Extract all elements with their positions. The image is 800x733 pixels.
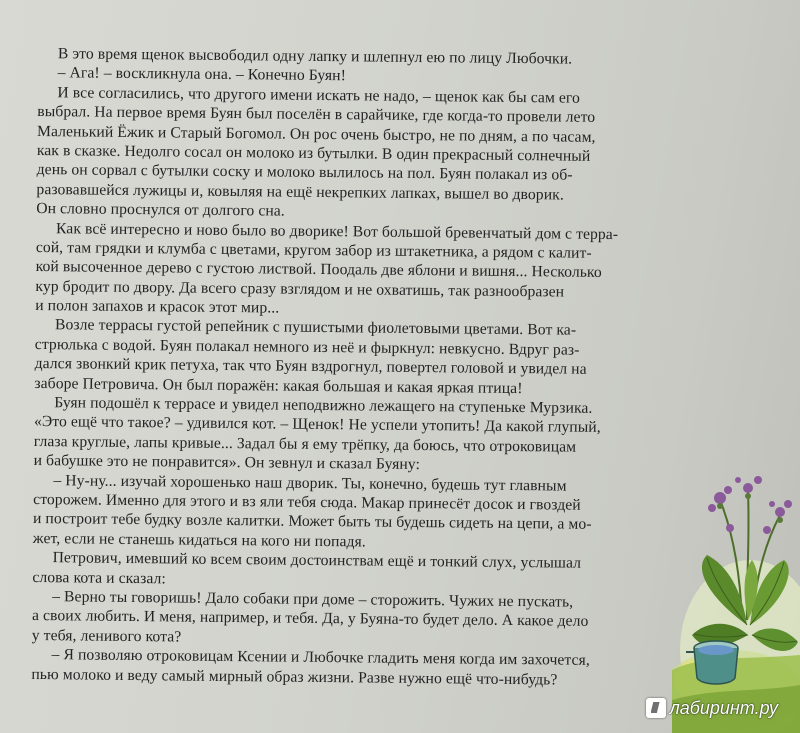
text-line: слова кота и сказал: — [32, 568, 166, 587]
labirint-watermark — [646, 697, 778, 719]
text-line: жет, если не станешь кидаться на кого ни попадя. — [32, 529, 366, 551]
burdock-plant-illustration — [669, 420, 800, 733]
text-line: Как всё интересно и ново было во дворике! Вот большой бревенчатый дом с терра- — [35, 219, 619, 243]
text-line: И все согласились, что другого имени искать не надо, – щенок как бы сам его — [37, 83, 581, 107]
text-line: глаза круглые, лапы кривые... Задал бы я ему трёпку, да боюсь, что отроковицам — [33, 432, 577, 456]
text-line: у тебя, ленивого кота? — [31, 626, 182, 646]
text-line: и полон запахов и красок этот мир... — [35, 297, 280, 317]
text-line: кой высоченное дерево с густою листвой. Поодаль две яблони и вишня... Несколько — [35, 258, 602, 282]
text-line: выбрал. На первое время Буян был поселён в сарайчике, где когда-то провели лето — [37, 103, 596, 127]
text-line: – Ага! – воскликнула она. – Конечно Буян! — [37, 64, 347, 85]
labirint-logo-icon — [646, 698, 666, 718]
text-line: – Ну-ну... изучай хорошенько наш дворик. Ты, конечно, будешь тут главным — [33, 471, 567, 495]
text-line: – Верно ты говоришь! Дало собаки при доме – сторожить. Чужих не пускать, — [32, 587, 574, 611]
text-line: – Я позволяю отроковицам Ксении и Любочке гладить меня когда им захочется, — [31, 646, 590, 669]
text-line: Маленький Ёжик и Старый Богомол. Он рос очень быстро, не по дням, а по часам, — [36, 122, 596, 146]
text-line: пью молоко и веду самый мирный образ жизни. Разве нужно ещё что-нибудь? — [31, 665, 558, 688]
text-line: Петрович, имевший ко всем своим достоинствам ещё и тонкий слух, услышал — [32, 549, 582, 572]
text-line: В это время щенок высвободил одну лапку и шлепнул ею по лицу Любочки. — [37, 44, 573, 68]
text-line: заборе Петровича. Он был поражён: какая большая и какая яркая птица! — [34, 374, 523, 397]
text-line: сторожем. Именно для этого и вз яли тебя сюда. Макар принесёт досок и гвоздей — [33, 490, 581, 514]
text-line: и построит тебе будку возле калитки. Может быть ты будешь сидеть на цепи, а мо- — [32, 510, 592, 534]
text-line: стрюлька с водой. Буян полакал немного из неё и фыркнул: невкусно. Вдруг раз- — [34, 335, 580, 359]
text-line: и бабушке это не понравится». Он зевнул и сказал Буяну: — [33, 452, 421, 474]
text-line: как в сказке. Недолго сосал он молоко из бутылки. В один прекрасный солнечный — [36, 141, 591, 165]
watermark-text: лабиринт.ру — [669, 697, 778, 718]
text-line: дался звонкий крик петуха, так что Буян вздрогнул, повертел головой и увидел на — [34, 355, 587, 379]
text-line: Он словно проснулся от долгого сна. — [36, 200, 285, 220]
text-line: «Это ещё что такое? – удивился кот. – Щенок! Не успели утопить! Да какой глупый, — [33, 413, 601, 437]
text-line: сой, там грядки и клумба с цветами, кругом забор из штакетника, а рядом с калит- — [35, 238, 592, 262]
text-line: разовавшейся лужицы и, ковыляя на ещё некрепких лапках, вышел во дворик. — [36, 180, 564, 204]
text-line: день он сорвал с бутылки соску и молоко вылилось на пол. Буян полакал из об- — [36, 161, 573, 184]
text-line: кур бродит по двору. Да всего сразу взглядом и не охватишь, так разнообразен — [35, 277, 565, 301]
story-text — [31, 44, 678, 691]
text-line: а своих любить. И меня, например, и тебя. Да, у Буяна-то будет дело. А какое дело — [31, 607, 589, 631]
text-line: Возле террасы густой репейник с пушистыми фиолетовыми цветами. Вот ка- — [34, 316, 577, 340]
text-line: Буян подошёл к террасе и увидел неподвижно лежащего на ступеньке Мурзика. — [34, 394, 593, 417]
